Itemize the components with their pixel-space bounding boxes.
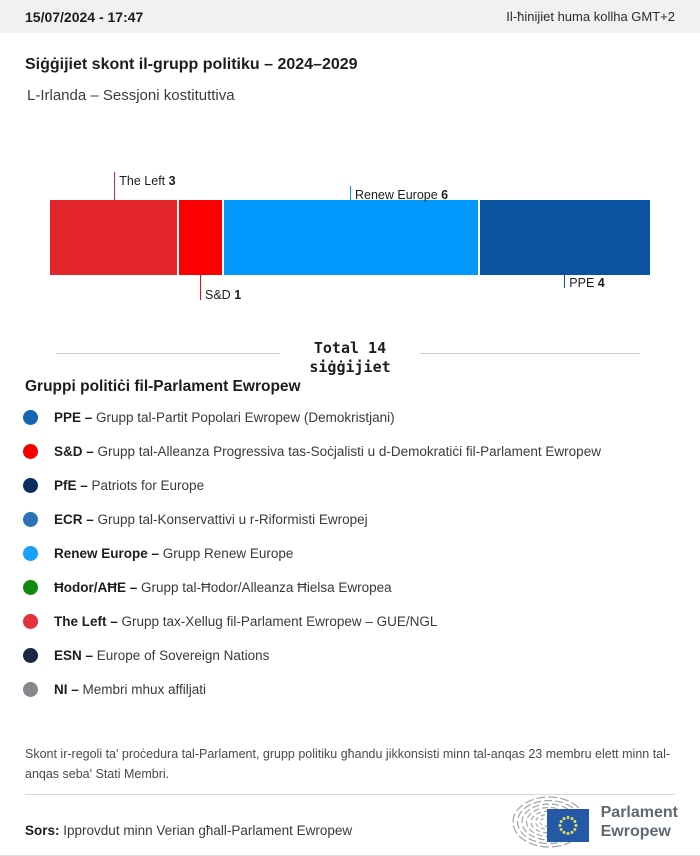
page-subtitle: L-Irlanda – Sessjoni kostituttiva — [27, 87, 235, 104]
legend-item-ppe — [23, 400, 675, 434]
ep-logo — [511, 794, 678, 850]
legend-item-ecr — [23, 502, 675, 536]
legend-item-odor-a-e — [23, 570, 675, 604]
total-line2: siġġijiet — [309, 358, 391, 376]
callout-tick-renew-europe — [350, 186, 351, 200]
ep-logo-line1: Parlament — [600, 804, 678, 821]
source-text: Ipprovdut minn Verian għall-Parlament Ewropew — [63, 823, 353, 838]
timezone-note: Il-ħinijiet huma kollha GMT+2 — [506, 9, 675, 24]
legend-text-renew-europe: Renew Europe – Grupp Renew Europe — [54, 545, 294, 561]
legend-dot-esn — [23, 648, 38, 663]
ep-logo-text — [601, 803, 678, 841]
legend-dot-odor-a-e — [23, 580, 38, 595]
legend-item-pfe — [23, 468, 675, 502]
legend-item-the-left — [23, 604, 675, 638]
stacked-seat-bar — [50, 200, 650, 275]
bar-segment-ppe — [480, 200, 650, 275]
legend-text-odor-a-e: Ħodor/AĦE – Grupp tal-Ħodor/Alleanza Ħielsa Ewropea — [54, 579, 392, 595]
footnote: Skont ir-regoli ta' proċedura tal-Parlament, grupp politiku għandu jikkonsisti minn tal-anqas 23 membru elett minn tal-anqas seba' Stati Membri. — [25, 747, 671, 781]
bar-segment-renew-europe — [224, 200, 479, 275]
callout-tick-s-d — [200, 275, 201, 300]
legend-item-s-d — [23, 434, 675, 468]
callout-label-renew-europe: Renew Europe 6 — [355, 188, 449, 202]
legend-dot-ppe — [23, 410, 38, 425]
total-seats-label — [0, 339, 700, 377]
legend-item-renew-europe — [23, 536, 675, 570]
page-title: Siġġijiet skont il-grupp politiku – 2024–2029 — [25, 56, 358, 73]
source-line — [25, 823, 352, 838]
legend-dot-renew-europe — [23, 546, 38, 561]
legend-text-s-d: S&D – Grupp tal-Alleanza Progressiva tas-Soċjalisti u d-Demokratiċi fil-Parlament Ewropew — [54, 443, 601, 459]
legend-item-esn — [23, 638, 675, 672]
legend-text-ni: NI – Membri mhux affiljati — [54, 681, 207, 697]
legend-dot-ecr — [23, 512, 38, 527]
ep-logo-line2: Ewropew — [600, 823, 671, 840]
legend-dot-s-d — [23, 444, 38, 459]
bar-segment-the-left — [50, 200, 177, 275]
callout-label-s-d: S&D 1 — [205, 288, 242, 302]
callout-label-ppe: PPE 4 — [569, 275, 605, 290]
callout-tick-the-left — [114, 172, 115, 200]
total-row — [0, 338, 700, 380]
legend-text-ecr: ECR – Grupp tal-Konservattivi u r-Riformisti Ewropej — [54, 511, 368, 527]
bar-segment-s-d — [179, 200, 221, 275]
legend-dot-the-left — [23, 614, 38, 629]
topbar — [0, 0, 700, 33]
callout-tick-ppe — [564, 275, 565, 288]
ep-hemicycle-icon — [511, 794, 595, 850]
legend-text-ppe: PPE – Grupp tal-Partit Popolari Ewropew (Demokristjani) — [54, 409, 395, 425]
legend-text-the-left: The Left – Grupp tax-Xellug fil-Parlament Ewropew – GUE/NGL — [54, 613, 438, 629]
total-line1: Total 14 — [313, 339, 387, 357]
datetime: 15/07/2024 - 17:47 — [25, 8, 144, 25]
legend-dot-pfe — [23, 478, 38, 493]
legend-text-esn: ESN – Europe of Sovereign Nations — [54, 647, 270, 663]
source-label: Sors: — [25, 823, 60, 838]
callout-label-the-left: The Left 3 — [119, 174, 176, 188]
legend-item-ni — [23, 672, 675, 706]
legend-text-pfe: PfE – Patriots for Europe — [54, 477, 205, 493]
legend-heading: Gruppi politiċi fil-Parlament Ewropew — [25, 378, 301, 395]
eu-flag — [547, 809, 589, 842]
legend-dot-ni — [23, 682, 38, 697]
legend-list — [23, 400, 675, 706]
